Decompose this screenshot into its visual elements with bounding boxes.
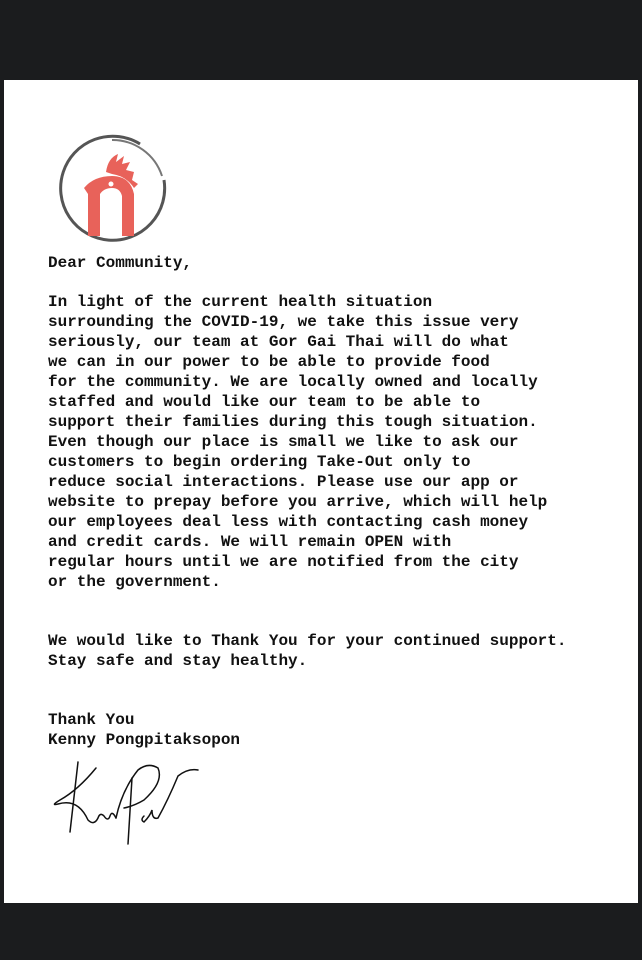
body-line: website to prepay before you arrive, which will help [48,493,548,511]
closing-line: Stay safe and stay healthy. [48,652,308,670]
gor-gai-thai-logo-icon [52,132,170,250]
signature-icon [48,760,208,850]
body-line: regular hours until we are notified from the city [48,553,519,571]
body-line: staffed and would like our team to be able to [48,393,481,411]
letter-page [4,80,638,903]
greeting-block [48,253,192,273]
greeting: Dear Community, [48,254,193,272]
body-line: for the community. We are locally owned and locally [48,373,538,391]
body-line: we can in our power to be able to provide food [48,353,490,371]
body-line: reduce social interactions. Please use our app or [48,473,519,491]
body-line: or the government. [48,573,221,591]
body-paragraph [48,292,547,592]
signoff: Thank You [48,711,135,729]
closing-line: We would like to Thank You for your continued support. [48,632,567,650]
signer-name: Kenny Pongpitaksopon [48,731,241,749]
signoff-block [48,710,240,750]
body-line: In light of the current health situation [48,293,433,311]
body-line: surrounding the COVID-19, we take this issue very [48,313,519,331]
body-line: Even though our place is small we like to ask our [48,433,519,451]
body-line: seriously, our team at Gor Gai Thai will do what [48,333,509,351]
body-line: and credit cards. We will remain OPEN with [48,533,452,551]
body-line: support their families during this tough situation. [48,413,538,431]
closing-paragraph [48,631,566,671]
body-line: customers to begin ordering Take-Out only to [48,453,471,471]
body-line: our employees deal less with contacting cash money [48,513,529,531]
